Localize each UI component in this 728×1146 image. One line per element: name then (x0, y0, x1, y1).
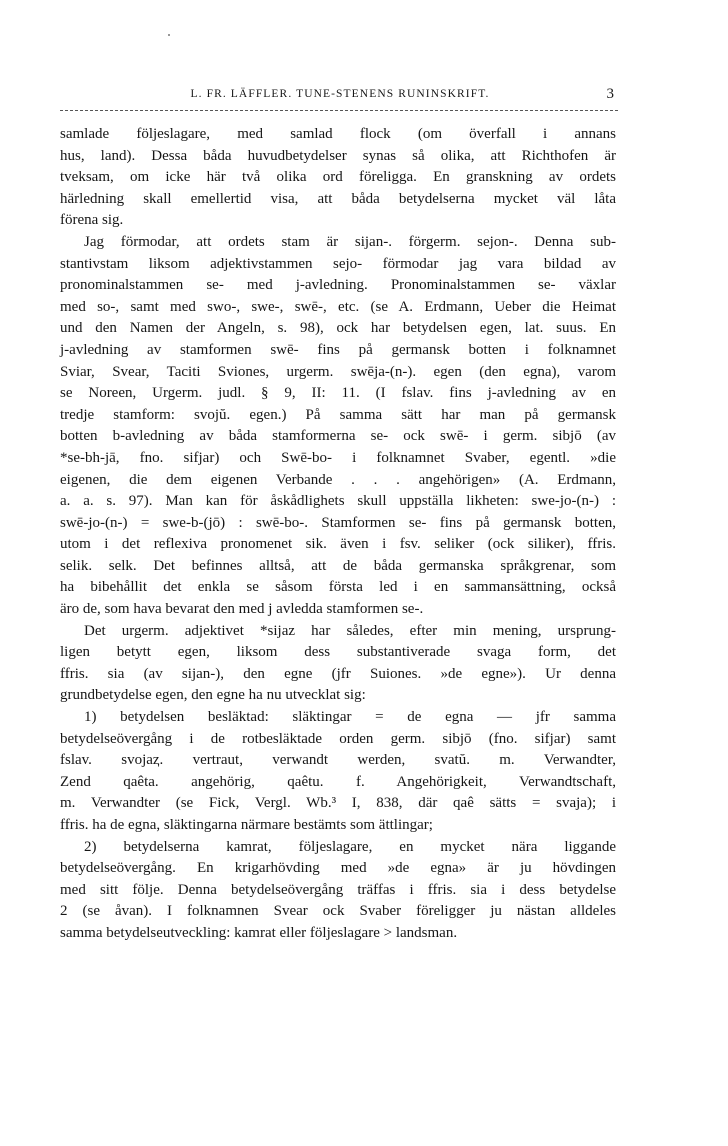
text-line: 2) betydelserna kamrat, följeslagare, en mycket nära liggande (84, 838, 616, 855)
text-line: hus, land). Dessa båda huvudbetydelser synas så olika, att Richthofen är (60, 147, 616, 164)
text-line: Sviar, Svear, Taciti Sviones, urgerm. swēja-(n-). egen (den egna), varom (60, 363, 616, 380)
text-line: grundbetydelse egen, den egne ha nu utvecklat sig: (60, 687, 366, 704)
text-line: ha bibehållit det enkla se såsom första led i en sammansättning, också (60, 579, 616, 596)
text-line: botten b-avledning av båda stamformerna se- ock swē- i germ. sibjō (av (60, 428, 616, 445)
text-line: selik. selk. Det befinnes alltså, att de båda germanska språkgrenar, som (60, 557, 616, 574)
text-line: Zend qaêta. angehörig, qaêtu. f. Angehörigkeit, Verwandtschaft, (60, 773, 616, 790)
text-line: Jag förmodar, att ordets stam är sijan-. förgerm. sejon-. Denna sub- (84, 233, 616, 250)
header-rule (60, 110, 618, 111)
text-line: med sitt följe. Denna betydelseövergång träffas i ffris. sia i dess betydelse (60, 881, 616, 898)
text-line: 1) betydelsen besläktad: släktingar = de egna — jfr samma (84, 709, 616, 726)
text-line: j-avledning av stamformen swē- fins på germansk botten i folknamnet (60, 341, 616, 358)
text-line: *se-bh-jā, fno. sifjar) och Swē-bo- i folknamnet Svaber, egentl. »die (60, 449, 616, 466)
text-line: samlade följeslagare, med samlad flock (om överfall i annans (60, 126, 616, 142)
running-title: L. FR. LÄFFLER. TUNE-STENENS RUNINSKRIFT. (190, 88, 490, 100)
text-line: förena sig. (60, 212, 124, 229)
text-line: pronominalstammen se- med j-avledning. Pronominalstammen se- växlar (60, 277, 616, 294)
text-line: tveksam, om icke här två olika ord föreligga. En granskning av ordets (60, 169, 616, 186)
text-line: se Noreen, Urgerm. judl. § 9, II: 11. (I fslav. fins j-avledning av en (60, 385, 616, 402)
text-line: ffris. ha de egna, släktingarna närmare bestämts som ättlingar; (60, 817, 433, 833)
text-line: a. a. s. 97). Man kan för åskådlighets skull uppställa likheten: swe-jo-(n-) : (60, 493, 616, 510)
text-line: härledning skall emellertid visa, att båda betydelserna mycket väl låta (60, 190, 616, 207)
text-line: med so-, samt med swo-, swe-, swē-, etc. (se A. Erdmann, Ueber die Heimat (60, 298, 616, 315)
page-number: 3 (606, 86, 614, 102)
text-line: eigenen, die dem eigenen Verbande . . . angehörigen» (A. Erdmann, (60, 471, 616, 488)
body-text (60, 124, 616, 945)
text-line: samma betydelseutveckling: kamrat eller följeslagare > landsman. (60, 924, 458, 941)
text-line: und den Namen der Angeln, s. 98), ock har betydelsen egen, lat. suus. En (60, 320, 616, 337)
text-line: ligen betytt egen, liksom dess substantiverade svaga form, det (60, 644, 616, 661)
text-line: utom i det reflexiva pronomenet sik. även i fsv. seliker (ock siliker), ffris. (60, 536, 616, 553)
text-line: tredje stamform: svojŭ. egen.) På samma sätt har man på germansk (60, 406, 616, 423)
text-line: fslav. svojaⱬ. vertraut, verwandt werden, svatŭ. m. Verwandter, (60, 752, 616, 769)
running-header (60, 88, 620, 108)
text-line: stantivstam liksom adjektivstammen sejo- förmodar jag vara bildad av (60, 255, 616, 272)
text-line: betydelseövergång. En krigarhövding med »de egna» är ju hövdingen (60, 860, 616, 877)
text-line: Det urgerm. adjektivet *sijaz har således, efter min mening, ursprung- (84, 622, 616, 639)
text-line: swē-jo-(n-) = swe-b-(jō) : swē-bo-. Stamformen se- fins på germansk botten, (60, 514, 616, 531)
text-line: m. Verwandter (se Fick, Vergl. Wb.³ I, 838, där qaê sätts = svaja); i (60, 795, 616, 812)
text-line: 2 (se åvan). I folknamnen Svear ock Svaber föreligger ju nästan alldeles (60, 903, 616, 920)
text-line: äro de, som hava bevarat den med j avledda stamformen se-. (60, 601, 424, 618)
text-line: ffris. sia (av sijan-), den egne (jfr Suiones. »de egne»). Ur denna (60, 665, 616, 682)
speck-mark (168, 34, 170, 36)
text-line: betydelseövergång i de rotbesläktade orden germ. sibjō (fno. sifjar) samt (60, 730, 616, 747)
